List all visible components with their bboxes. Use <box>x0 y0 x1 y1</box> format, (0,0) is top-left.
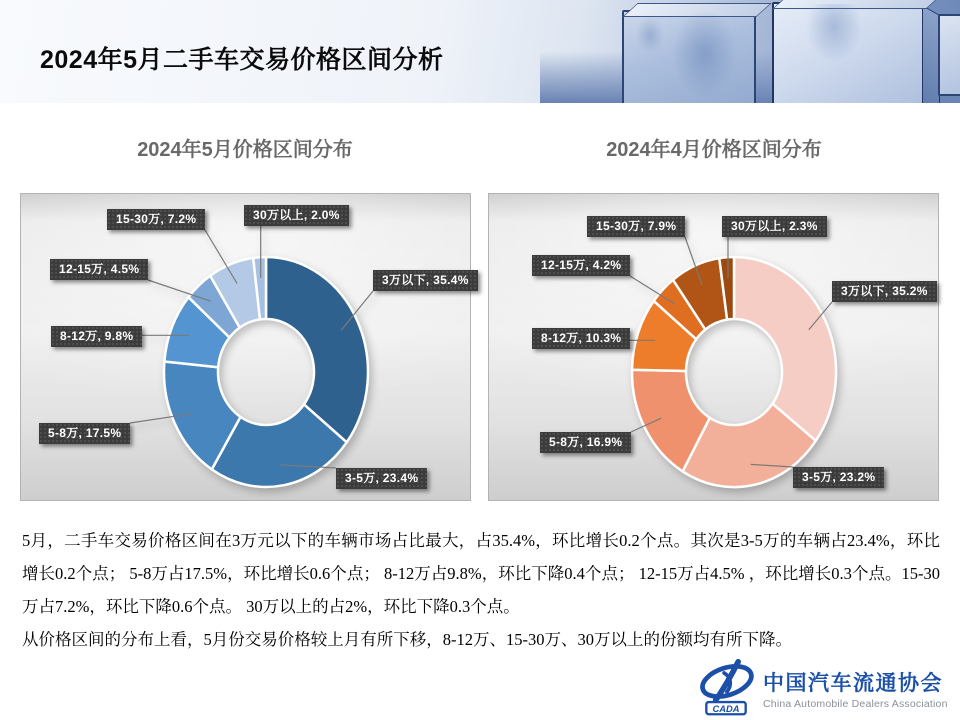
donut-chart-panel-may <box>20 193 471 501</box>
cube-top-face <box>772 0 942 9</box>
slice-callout: 3万以下, 35.2% <box>832 281 937 302</box>
cada-emblem-icon <box>696 659 756 717</box>
logo-name-en: China Automobile Dealers Association <box>763 697 948 710</box>
slice-callout: 5-8万, 17.5% <box>39 423 130 444</box>
slice-callout: 12-15万, 4.2% <box>532 255 630 276</box>
slice-callout: 5-8万, 16.9% <box>540 432 631 453</box>
analysis-paragraph: 从价格区间的分布上看，5月份交易价格较上月有所下移，8-12万、15-30万、30万以上的份额均有所下降。 <box>22 630 792 649</box>
header-cubes-graphic <box>540 0 960 103</box>
logo-name-zh: 中国汽车流通协会 <box>763 671 943 695</box>
cada-abbr: CADA <box>712 703 740 714</box>
page-title: 2024年5月二手车交易价格区间分析 <box>40 46 444 74</box>
analysis-paragraph: 5月，二手车交易价格区间在3万元以下的车辆市场占比最大，占35.4%，环比增长0.2个点。其次是3-5万的车辆占23.4%，环比增长0.2个点； 5-8万占17.5%，环比增长0.6个点； 8-12万占9.8%，环比下降0.4个点； 12-15万占4.5% ，环比增长0.3个点。15-30万占7.2%，环比下降0.6个点。 30万以上的占2%，环比下降0.3个点。 <box>22 531 940 616</box>
slide-header <box>0 0 960 103</box>
slice-callout: 12-15万, 4.5% <box>50 259 148 280</box>
donut-chart-may <box>21 194 472 502</box>
slice-callout: 3-5万, 23.4% <box>336 468 427 489</box>
cube-decoration <box>622 10 756 103</box>
donut-chart-panel-april <box>488 193 939 501</box>
slice-callout: 30万以上, 2.0% <box>244 205 349 226</box>
slice-callout: 15-30万, 7.2% <box>107 209 205 230</box>
slice-callout: 8-12万, 9.8% <box>51 326 142 347</box>
slice-callout: 8-12万, 10.3% <box>532 328 630 349</box>
chart-title-april: 2024年4月价格区间分布 <box>606 139 822 161</box>
cube-decoration <box>938 14 960 96</box>
cube-decoration <box>772 2 926 103</box>
cada-logo <box>696 659 952 717</box>
cube-top-face <box>622 3 772 17</box>
slice-callout: 3万以下, 35.4% <box>373 270 478 291</box>
slice-callout: 30万以上, 2.3% <box>722 216 827 237</box>
analysis-text <box>22 524 940 656</box>
slice-callout: 3-5万, 23.2% <box>793 467 884 488</box>
logo-text <box>763 667 948 710</box>
chart-title-may: 2024年5月价格区间分布 <box>137 139 353 161</box>
slice-callout: 15-30万, 7.9% <box>587 216 685 237</box>
